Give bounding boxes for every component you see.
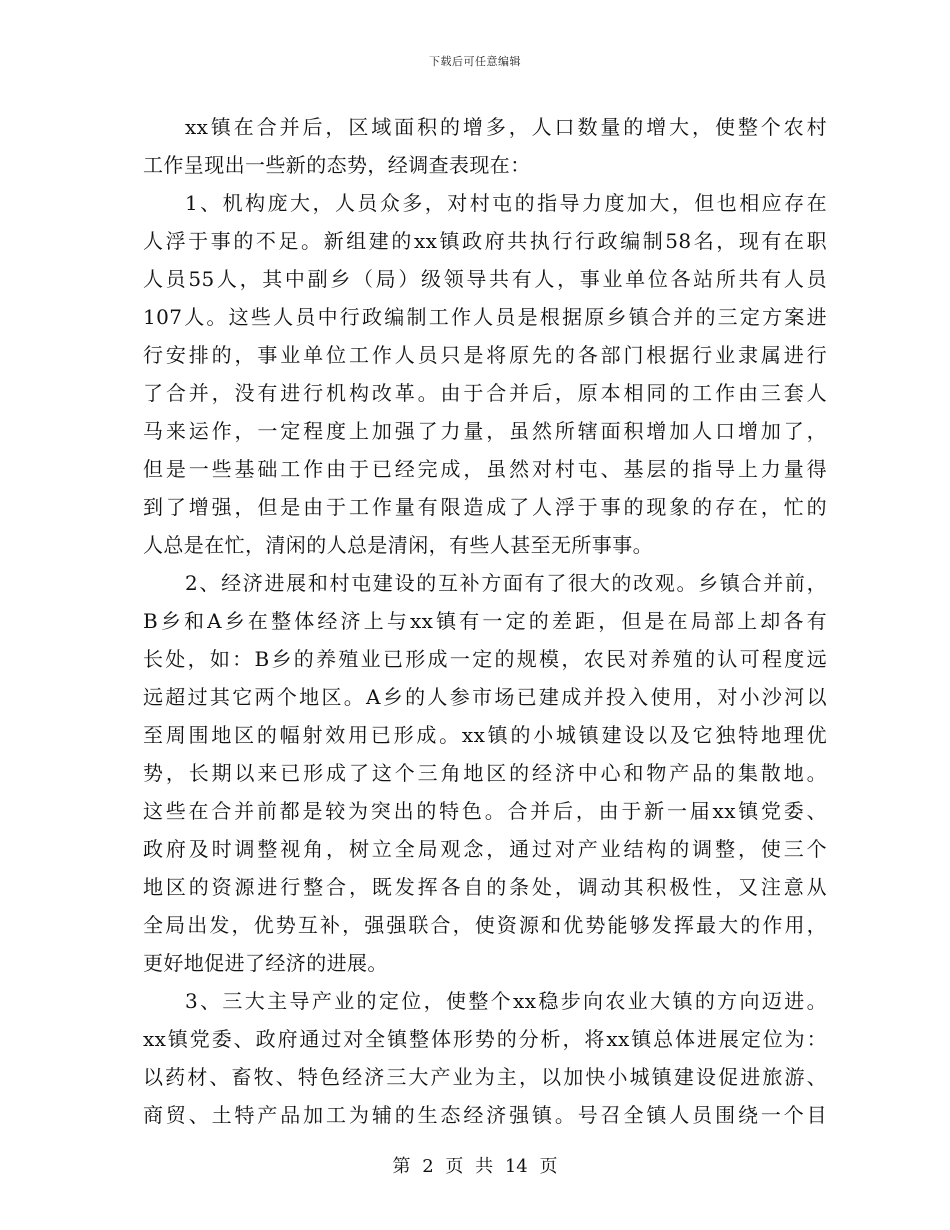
text-line: 工作呈现出一些新的态势，经调查表现在： (143, 153, 531, 177)
text-line: 2、经济进展和村屯建设的互补方面有了很大的改观。乡镇合并前， (185, 571, 827, 595)
text-line: 到了增强，但是由于工作量有限造成了人浮于事的现象的存在，忙的 (143, 495, 827, 519)
text-line: 人员55人，其中副乡（局）级领导共有人，事业单位各站所共有人员 (143, 267, 827, 291)
paragraph-3 (143, 564, 827, 982)
text-line: 全局出发，优势互补，强强联合，使资源和优势能够发挥最大的作用， (143, 913, 827, 937)
text-line: 政府及时调整视角，树立全局观念，通过对产业结构的调整，使三个 (143, 837, 827, 861)
text-line: 了合并，没有进行机构改革。由于合并后，原本相同的工作由三套人 (143, 381, 827, 405)
text-line: 势，长期以来已形成了这个三角地区的经济中心和物产品的集散地。 (143, 761, 827, 785)
text-line: 地区的资源进行整合，既发挥各自的条处，调动其积极性，又注意从 (143, 875, 827, 899)
text-line: 商贸、土特产品加工为辅的生态经济强镇。号召全镇人员围绕一个目 (143, 1103, 827, 1127)
document-body (143, 108, 827, 1134)
text-line: 1、机构庞大，人员众多，对村屯的指导力度加大，但也相应存在 (185, 191, 827, 215)
text-line: 行安排的，事业单位工作人员只是将原先的各部门根据行业隶属进行 (143, 343, 827, 367)
text-line: 人总是在忙，清闲的人总是清闲，有些人甚至无所事事。 (143, 533, 653, 557)
text-line: 马来运作，一定程度上加强了力量，虽然所辖面积增加人口增加了， (143, 419, 827, 443)
text-line: 但是一些基础工作由于已经完成，虽然对村屯、基层的指导上力量得 (143, 457, 827, 481)
text-line: 更好地促进了经济的进展。 (143, 951, 388, 975)
text-line: xx镇在合并后，区域面积的增多，人口数量的增大，使整个农村 (185, 115, 827, 139)
text-line: 人浮于事的不足。新组建的xx镇政府共执行行政编制58名，现有在职 (143, 229, 827, 253)
page-number-footer: 第 2 页 共 14 页 (392, 1156, 558, 1177)
text-line: 远超过其它两个地区。A乡的人参市场已建成并投入使用，对小沙河以 (143, 685, 827, 709)
text-line: 长处，如：B乡的养殖业已形成一定的规模，农民对养殖的认可程度远 (143, 647, 827, 671)
text-line: xx镇党委、政府通过对全镇整体形势的分析，将xx镇总体进展定位为： (143, 1027, 827, 1051)
paragraph-4 (143, 982, 827, 1134)
text-line: 以药材、畜牧、特色经济三大产业为主，以加快小城镇建设促进旅游、 (143, 1065, 827, 1089)
text-line: 107人。这些人员中行政编制工作人员是根据原乡镇合并的三定方案进 (143, 305, 827, 329)
text-line: 3、三大主导产业的定位，使整个xx稳步向农业大镇的方向迈进。 (185, 989, 827, 1013)
text-line: 至周围地区的幅射效用已形成。xx镇的小城镇建设以及它独特地理优 (143, 723, 827, 747)
paragraph-1 (143, 108, 827, 184)
page-header: 下载后可任意编辑 (429, 55, 521, 68)
text-line: 这些在合并前都是较为突出的特色。合并后，由于新一届xx镇党委、 (143, 799, 827, 823)
paragraph-2 (143, 184, 827, 564)
text-line: B乡和A乡在整体经济上与xx镇有一定的差距，但是在局部上却各有 (143, 609, 827, 633)
